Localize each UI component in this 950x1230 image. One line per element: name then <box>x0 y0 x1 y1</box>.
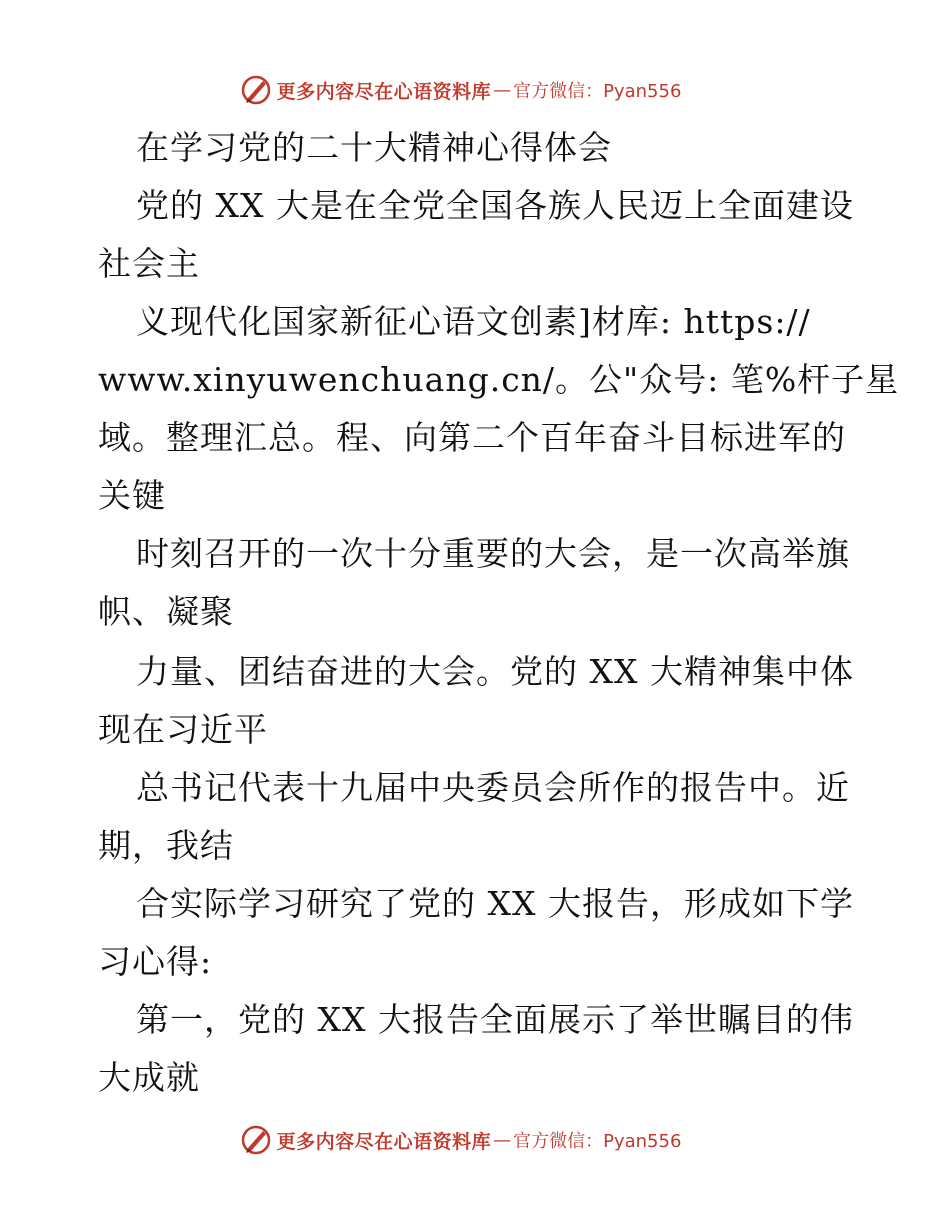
paragraph-line: 合实际学习研究了党的 XX 大报告，形成如下学 <box>136 884 854 923</box>
paragraph-line: 现在习近平 <box>98 710 268 749</box>
banner-dash: — <box>493 79 512 101</box>
paragraph-line: 习心得: <box>98 942 213 981</box>
pen-logo-icon <box>239 1123 273 1157</box>
banner-brand-text: 更多内容尽在心语资料库 <box>276 1130 492 1153</box>
paragraph-line: 第一，党的 XX 大报告全面展示了举世瞩目的伟 <box>136 1000 854 1039</box>
footer-watermark-banner <box>0 1120 950 1160</box>
paragraph-line: 关键 <box>98 476 166 515</box>
paragraph-line: 党的 XX 大是在全党全国各族人民迈上全面建设 <box>136 186 854 225</box>
banner-wechat-text: 官方微信：Pyan556 <box>513 1131 682 1152</box>
paragraph-line: 域。整理汇总。程、向第二个百年奋斗目标进军的 <box>98 418 846 457</box>
paragraph-line: 社会主 <box>98 244 200 283</box>
banner-brand-text: 更多内容尽在心语资料库 <box>276 80 492 103</box>
paragraph-line: 总书记代表十九届中央委员会所作的报告中。近 <box>136 768 850 807</box>
paragraph-line: 义现代化国家新征心语文创素]材库: https:// <box>136 302 811 341</box>
paragraph-line: 时刻召开的一次十分重要的大会，是一次高举旗 <box>136 534 850 573</box>
banner-wechat-text: 官方微信：Pyan556 <box>513 81 682 102</box>
paragraph-line: www.xinyuwenchuang.cn/。公"众号: 笔%杆子星 <box>98 360 900 399</box>
paragraph-line: 帜、凝聚 <box>98 592 234 631</box>
paragraph-line: 大成就 <box>98 1058 200 1097</box>
paragraph-line: 期，我结 <box>98 826 234 865</box>
banner-dash: — <box>493 1129 512 1151</box>
document-title: 在学习党的二十大精神心得体会 <box>136 128 612 167</box>
paragraph-line: 力量、团结奋进的大会。党的 XX 大精神集中体 <box>136 652 854 691</box>
